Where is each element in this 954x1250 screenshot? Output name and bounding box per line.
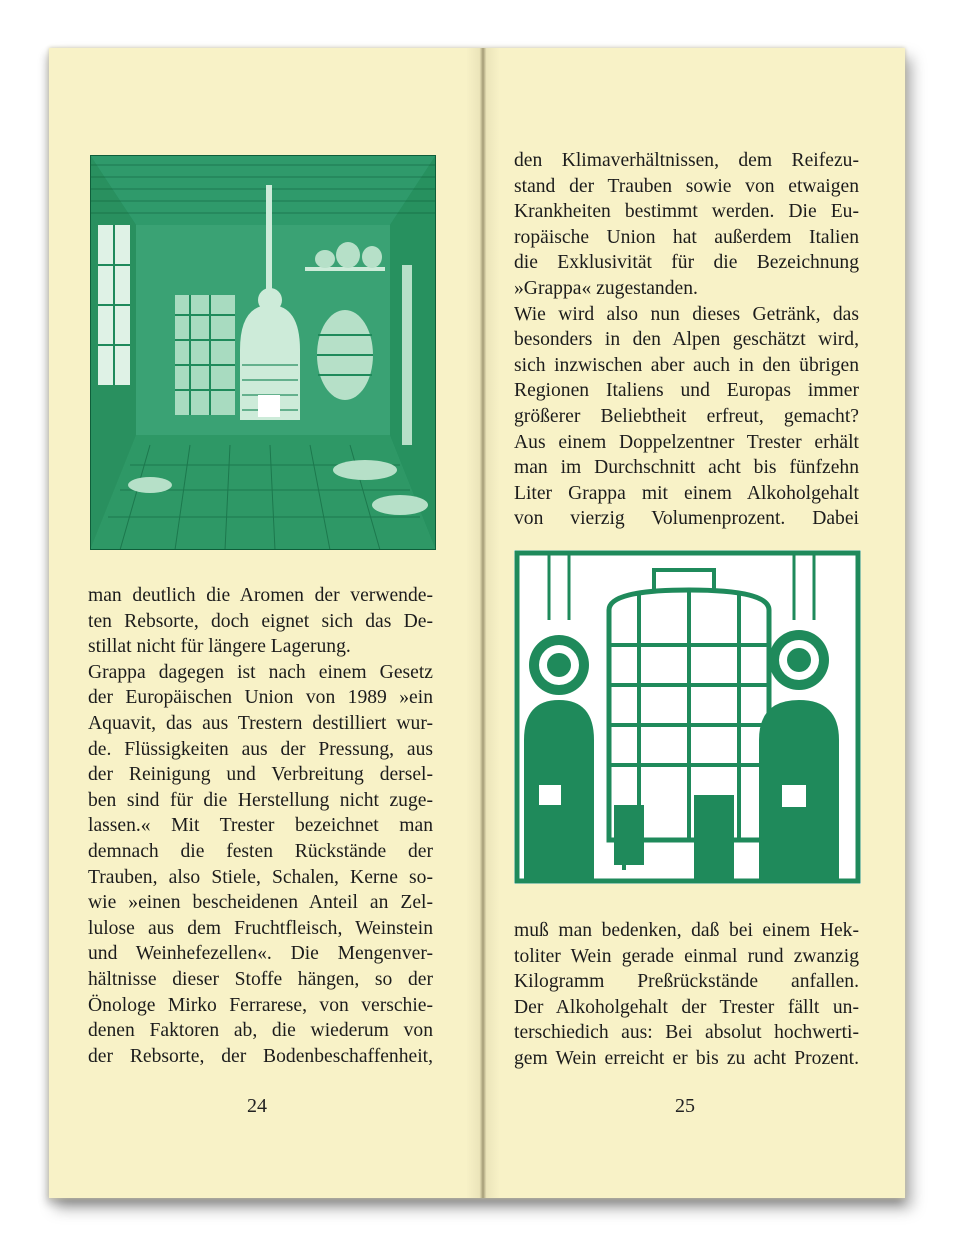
text-line: den Klimaverhältnissen, dem Reifezu- [514,150,859,171]
text-line: und Weinhefezellen«. Die Mengenver- [88,943,433,965]
text-line: Regionen Italiens und Europas immer [514,380,859,402]
text-line: Krankheiten bestimmt werden. Die Eu- [514,201,859,223]
text-line: wie »einen bescheidenen Anteil an Zel- [88,892,433,914]
text-line: muß man bedenken, daß bei einem Hek- [514,920,859,941]
text-line: ben sind für die Herstellung nicht zuge- [88,789,433,811]
text-line: terschiedich aus: Bei absolut hochwerti- [514,1022,859,1044]
text-line: Grappa dagegen ist nach einem Gesetz [88,661,433,683]
text-line: man deutlich die Aromen der verwende- [88,585,433,606]
text-line: »Grappa« zugestanden. [514,277,698,299]
text-line: lassen.« Mit Trester bezeichnet man [88,815,433,837]
text-line: Önologe Mirko Ferrarese, von verschie- [88,994,433,1016]
text-line: Trauben, also Stiele, Schalen, Kerne so- [88,866,433,888]
page-number-right: 25 [675,1095,695,1117]
text-line: die Exklusivität für die Bezeichnung [514,252,859,274]
text-line: toliter Wein gerade einmal rund zwanzig [514,945,859,967]
text-line: von vierzig Volumenprozent. Dabei [514,508,859,530]
text-line: der Rebsorte, der Bodenbeschaffenheit, [88,1045,433,1067]
text-line: denen Faktoren ab, die wiederum von [88,1020,433,1042]
right-page-body-top [514,148,859,532]
text-line: gem Wein erreicht er bis zu acht Prozent. [514,1047,859,1069]
text-line: man im Durchschnitt acht bis fünfzehn [514,457,859,479]
text-line: ten Rebsorte, doch eignet sich das De- [88,610,433,632]
left-page-body [88,583,433,1069]
text-line: sich inzwischen aber auch in den übrigen [514,354,859,376]
text-line: ropäische Union hat außerdem Italien [514,226,859,248]
text-line: demnach die festen Rückstände der [88,840,433,862]
text-line: Wie wird also nun dieses Getränk, das [514,303,859,325]
text-line: der Europäischen Union von 1989 »ein [88,687,433,709]
text-line: der Reinigung und Verbreitung dersel- [88,764,433,786]
book-gutter [466,48,500,1198]
text-line: Kilogramm Preßrückstände anfallen. [514,971,859,993]
text-line: stillat nicht für längere Lagerung. [88,636,351,658]
text-line: Liter Grappa mit einem Alkoholgehalt [514,482,859,504]
text-line: hältnisse dieser Stoffe hängen, so der [88,968,433,990]
text-line: größerer Beliebtheit erfreut, gemacht? [514,405,859,427]
copper-stills-illustration [514,550,861,884]
text-line: de. Flüssigkeiten aus der Pressung, aus [88,738,433,760]
text-line: stand der Trauben sowie von etwaigen [514,175,859,197]
right-page-body-bottom [514,918,859,1072]
text-line: Der Alkoholgehalt der Trester fällt un- [514,996,859,1018]
text-line: lulose aus dem Fruchtfleisch, Weinstein [88,917,433,939]
text-line: Aquavit, das aus Trestern destilliert wur- [88,712,433,734]
text-line: Aus einem Doppelzentner Trester erhält [514,431,859,453]
distillery-interior-illustration [90,155,436,550]
text-line: besonders in den Alpen geschätzt wird, [514,329,859,351]
page-number-left: 24 [247,1095,267,1117]
